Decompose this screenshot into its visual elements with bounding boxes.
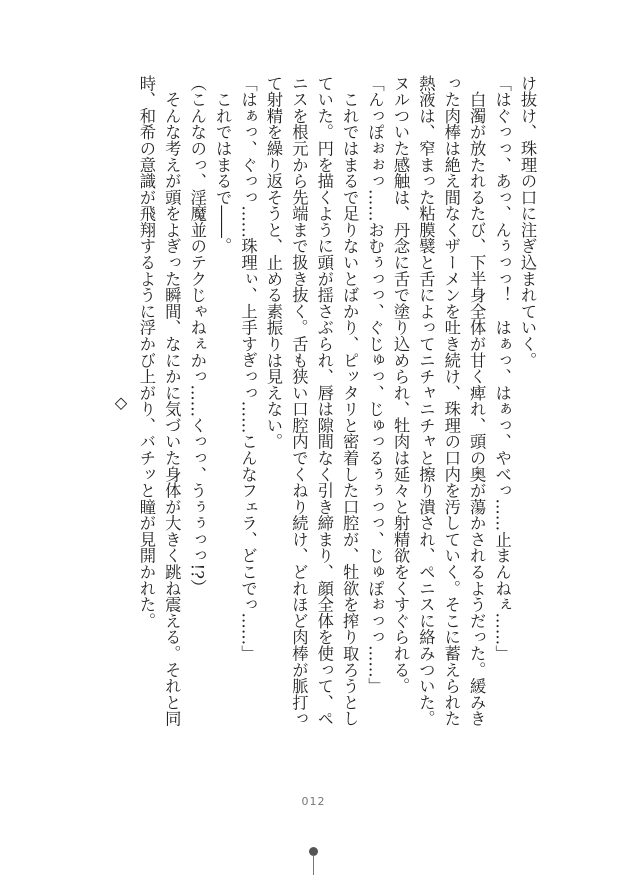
text-line: ヌルついた感触は、丹念に舌で塗り込められ、牡肉は延々と射精欲をくすぐられる。 bbox=[390, 75, 410, 695]
text-line: った肉棒は絶え間なくザーメンを吐き続け、珠理の口内を汚していく。そこに蓄えられた bbox=[441, 75, 461, 727]
text-line: 「はぐっっ、あっ、んぅっっ！ はぁっ、はぁっ、やべっ……止まんねぇ……」 bbox=[492, 75, 512, 662]
text-line: け抜け、珠理の口に注ぎ込まれていく。 bbox=[518, 75, 537, 369]
text-line: ニスを根元から先端まで扱き抜く。舌も狭い口腔内でくねり続け、どれほど肉棒が脈打っ bbox=[289, 75, 309, 727]
text-line: 白濁が放たれるたび、下半身全体が甘く痺れ、頭の奥が蕩かされるようだった。緩みき bbox=[467, 75, 487, 727]
text-line: 「はぁっ、ぐっっ……珠理ぃ、上手すぎっっ……こんなフェラ、どこでっ……」 bbox=[238, 75, 258, 662]
text-line: ていた。円を描くように頭が揺さぶられ、唇は隙間なく引き締まり、顔全体を使って、ペ bbox=[314, 75, 334, 727]
section-break-diamond-icon: ◇ bbox=[111, 393, 131, 412]
vertical-body-text bbox=[108, 75, 540, 730]
text-line: （こんなのっ、淫魔並のテクじゃねぇかっ……くっっ、うぅぅっっ!?） bbox=[187, 75, 207, 596]
text-line: 「んっぽぉぉっ……おむぅっっ、ぐじゅっ、じゅっるぅぅっっ、じゅぽぉっっ……」 bbox=[365, 75, 385, 694]
text-line: そんな考えが頭をよぎった瞬間、なにかに気づいた身体が大きく跳ね震える。それと同 bbox=[162, 75, 182, 727]
page-marker-line bbox=[313, 855, 314, 875]
text-line: て射精を繰り返そうと、止める素振りは見えない。 bbox=[263, 75, 283, 450]
page-number: 012 bbox=[301, 795, 326, 808]
text-line: 時、和希の意識が飛翔するように浮かび上がり、バチッと瞳が見開かれた。 bbox=[136, 75, 156, 629]
text-line: これではまるで足りないとばかり、ピッタリと密着した口腔が、牡欲を搾り取ろうとし bbox=[340, 75, 360, 727]
text-line: 熱液は、窄まった粘膜襞と舌によってニチャニチャと擦り潰され、ペニスに絡みついた。 bbox=[416, 75, 436, 727]
text-line: これではまるで――。 bbox=[213, 75, 233, 255]
